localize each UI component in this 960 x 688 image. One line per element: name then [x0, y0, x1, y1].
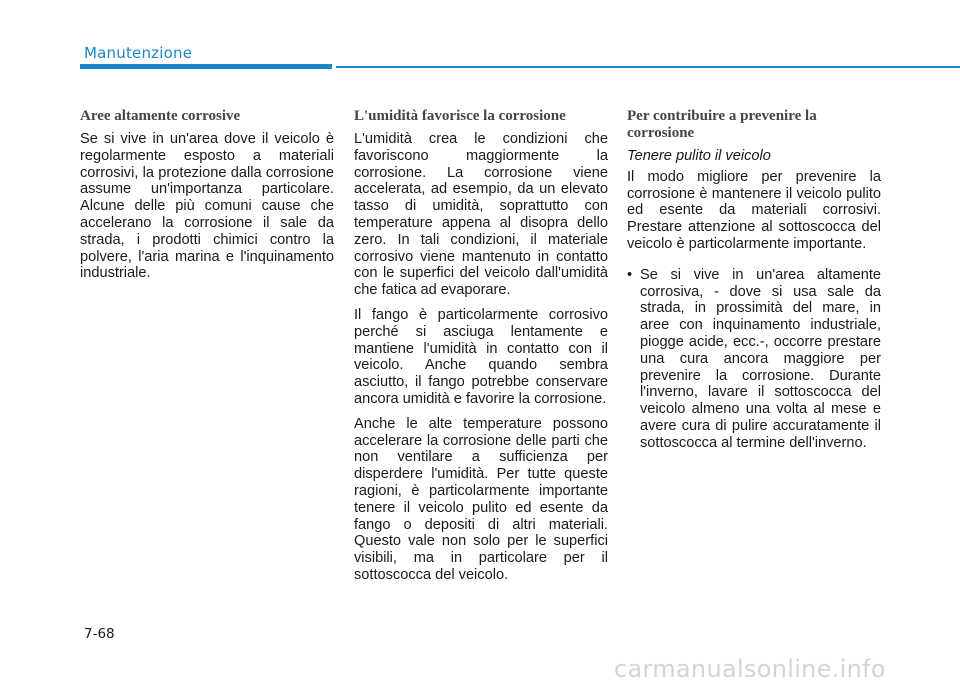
heading-corrosive-areas: Aree altamente corrosive — [80, 108, 241, 124]
column-2 — [354, 108, 608, 592]
column-1 — [80, 108, 334, 290]
column-3 — [627, 108, 881, 452]
bullet-marker: • — [627, 266, 633, 283]
heading-prevent-corrosion: Per contribuire a prevenire la corrosione — [627, 108, 817, 141]
paragraph: Il fango è particolarmente corrosivo perché si asciuga lentamente e mantiene l'umidità in contatto con il veicolo. Anche quando sembra asciutto, il fango potrebbe conservare ancora umidità e favorire la corrosione. — [354, 306, 608, 407]
paragraph: Il modo migliore per prevenire la corrosione è mantenere il veicolo pulito ed esente da materiali corrosivi. Prestare attenzione al sottoscocca del veicolo è particolarmente importante. — [627, 168, 881, 252]
header-rule-thick — [80, 64, 332, 69]
bullet-text: Se si vive in un'area altamente corrosiva, - dove si usa sale da strada, in prossimità del mare, in aree con inquinamento industriale, piogge acide, ecc.-, occorre prestare una cura ancora maggiore per prevenire la corrosione. Durante l'inverno, lavare il sottoscocca del veicolo almeno una volta al mese e avere cura di pulire accuratamente il sottoscocca al termine dell'inverno. — [640, 266, 881, 451]
subheading-keep-clean: Tenere pulito il veicolo — [627, 148, 771, 164]
paragraph: Se si vive in un'area dove il veicolo è regolarmente esposto a materiali corrosivi, la protezione dalla corrosione assume un'importanza particolare. Alcune delle più comuni cause che accelerano la corrosione il sale da strada, i prodotti chimici contro la polvere, l'aria marina e l'inquinamento industriale. — [80, 131, 334, 282]
section-title: Manutenzione — [84, 44, 193, 62]
bullet-list — [627, 267, 881, 452]
bullet-item — [627, 267, 881, 452]
paragraph: Anche le alte temperature possono accelerare la corrosione delle parti che non ventilare a sufficienza per disperdere l'umidità. Per tutte queste ragioni, è particolarmente importante tenere il veicolo pulito ed esente da fango o depositi di altri materiali. Questo vale non solo per le superfici visibili, ma in particolare per il sottoscocca del veicolo. — [354, 415, 608, 583]
heading-humidity: L'umidità favorisce la corrosione — [354, 108, 566, 124]
paragraph: L'umidità crea le condizioni che favoriscono maggiormente la corrosione. La corrosione viene accelerata, ad esempio, da un elevato tasso di umidità, soprattutto con temperature appena al disopra dello zero. In tali condizioni, il materiale corrosivo viene mantenuto in contatto con le superfici del veicolo dall'umidità che fatica ad evaporare. — [354, 131, 608, 299]
watermark: carmanualsonline.info — [614, 655, 886, 683]
header-rule-thin — [336, 66, 960, 68]
page-number: 7-68 — [84, 626, 115, 642]
